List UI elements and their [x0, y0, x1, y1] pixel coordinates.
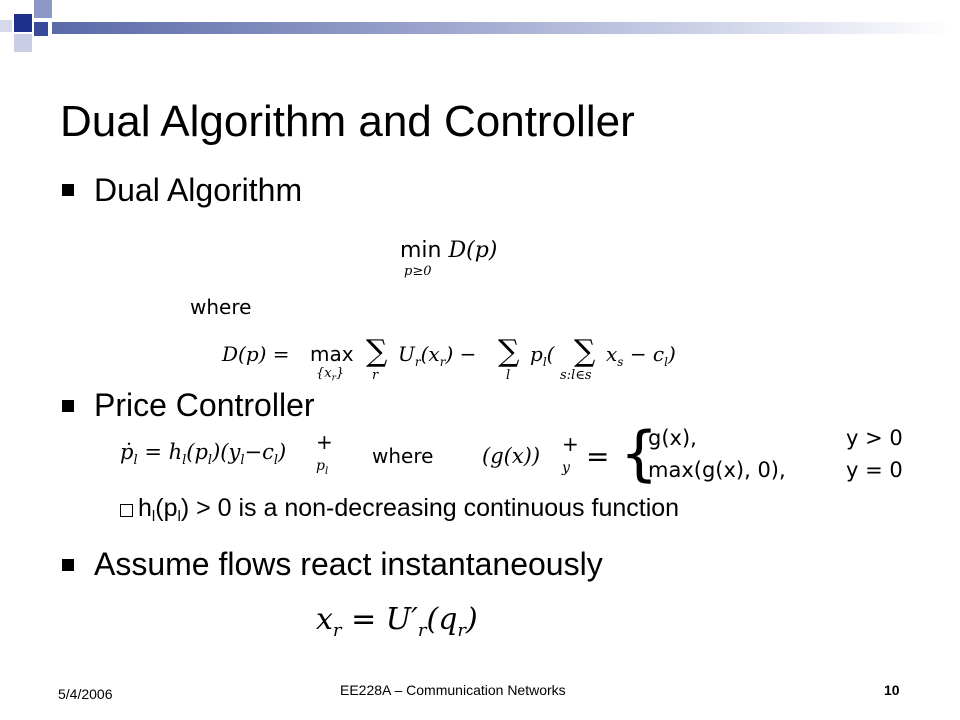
where-label-1: where	[190, 295, 252, 319]
min-operator: min	[400, 238, 442, 263]
corner-square-dark	[14, 14, 32, 32]
case2-value: max(g(x), 0),	[648, 458, 786, 482]
cases-brace: {	[620, 419, 659, 489]
bullet-marker	[62, 184, 74, 196]
rate-term: $x_s - c_l$)	[606, 342, 676, 369]
equation-flow-response: $x_r = U'_r(q_r)$	[316, 602, 478, 641]
g-equals: =	[586, 440, 610, 473]
sum-index-l: l	[506, 368, 511, 383]
sum-sign-l: ∑	[498, 334, 520, 369]
min-body: D(p)	[448, 238, 498, 263]
bullet-assume-flows: Assume flows react instantaneously	[94, 546, 603, 582]
case1-condition: y > 0	[846, 426, 903, 450]
min-subscript: p≥0	[404, 264, 432, 279]
where-label-2: where	[372, 444, 434, 468]
max-operator: max	[310, 342, 354, 366]
corner-square-light-2	[0, 20, 12, 32]
footer-date: 5/4/2006	[58, 686, 113, 702]
corner-square-dark-2	[34, 22, 48, 36]
equation-min	[400, 238, 497, 263]
sum-index-r: r	[372, 368, 379, 383]
footer-page-number: 10	[884, 682, 900, 698]
sum-index-s: s:l∈s	[560, 368, 592, 383]
bullet-price-controller: Price Controller	[94, 387, 315, 423]
g-lhs: (g(x))	[482, 444, 541, 468]
sum-sign-r: ∑	[366, 334, 388, 369]
g-sub: y	[562, 460, 570, 476]
bullet-marker	[62, 559, 74, 571]
footer-course: EE228A – Communication Networks	[340, 682, 566, 698]
max-subscript: $\{x_r\}$	[316, 366, 345, 384]
bullet-dual-algorithm: Dual Algorithm	[94, 172, 303, 208]
sub-bullet-marker	[120, 504, 133, 517]
sub-bullet-monotone-function: $h_l(p_l) > 0$ is a non-decreasing continuous function	[138, 494, 680, 525]
corner-square-light	[14, 34, 32, 52]
price-term: $p_l$(	[530, 342, 555, 369]
slide-title: Dual Algorithm and Controller	[60, 97, 635, 146]
case1-value: g(x),	[648, 426, 697, 450]
equation-dual-function	[222, 342, 290, 366]
price-sup: +	[316, 430, 333, 454]
dp-lhs: D(p) =	[222, 342, 290, 366]
corner-square-mid	[34, 0, 52, 18]
case2-condition: y = 0	[846, 458, 903, 482]
price-sub: $p_l$	[316, 458, 329, 477]
bullet-marker	[62, 400, 74, 412]
header-gradient-bar	[52, 22, 952, 34]
g-sup: +	[562, 432, 579, 456]
utility-term: $U_r(x_r)$ −	[398, 342, 477, 369]
sum-sign-s: ∑	[574, 334, 596, 369]
equation-price-controller: ṗ$_l$ = $h_l(p_l)(y_l-c_l)$	[120, 440, 287, 469]
